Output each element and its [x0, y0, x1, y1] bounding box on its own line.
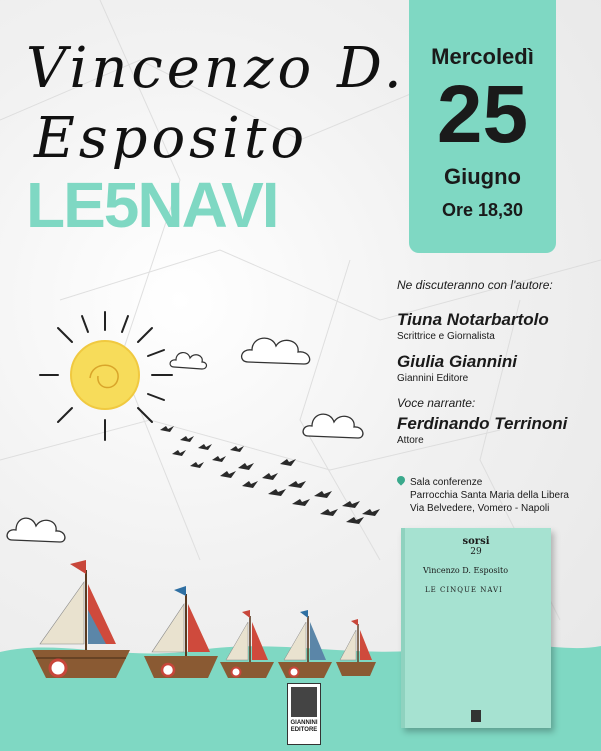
author-first-name: Vincenzo D. [26, 36, 406, 101]
voice-intro: Voce narrante: [397, 396, 476, 410]
speaker-role: Giannini Editore [397, 373, 469, 384]
venue-info [397, 476, 597, 515]
speaker-name: Giulia Giannini [397, 352, 517, 371]
speaker-role: Scrittrice e Giornalista [397, 331, 495, 342]
book-title: LE5NAVI [26, 169, 278, 241]
cloud-icon [4, 502, 70, 548]
date-box [409, 0, 556, 253]
cover-title: LE CINQUE NAVI [425, 586, 503, 594]
series-name: sorsi [462, 536, 490, 547]
boats-illustration [18, 560, 378, 690]
venue-address: Via Belvedere, Vomero - Napoli [410, 503, 550, 514]
location-pin-icon [395, 474, 406, 485]
author-last-name: Esposito [34, 106, 309, 171]
discussion-intro: Ne discuteranno con l'autore: [397, 278, 553, 292]
speaker-name: Tiuna Notarbartolo [397, 310, 549, 329]
cloud-icon [168, 345, 210, 371]
cover-publisher-mark [471, 710, 481, 722]
publisher-logo [287, 683, 321, 745]
cover-author: Vincenzo D. Esposito [423, 566, 509, 575]
event-time: Ore 18,30 [441, 200, 524, 220]
weekday: Mercoledì [431, 44, 534, 69]
month: Giugno [444, 164, 521, 189]
narrator-name: Ferdinando Terrinoni [397, 414, 568, 433]
cloud-icon [238, 322, 318, 372]
series-number: 29 [470, 547, 482, 557]
day-number: 25 [436, 69, 529, 160]
book-spine [401, 528, 405, 728]
venue-church: Parrocchia Santa Maria della Libera [410, 490, 569, 501]
publisher-name [288, 720, 320, 734]
book-cover [401, 528, 551, 728]
event-info [397, 278, 597, 446]
publisher-line1: GIANNINI [290, 720, 318, 726]
publisher-line2: EDITORE [290, 727, 318, 733]
venue-room: Sala conferenze [410, 477, 483, 488]
birds-flock-illustration [150, 420, 380, 535]
publisher-emblem [291, 687, 317, 717]
narrator-role: Attore [397, 435, 424, 446]
